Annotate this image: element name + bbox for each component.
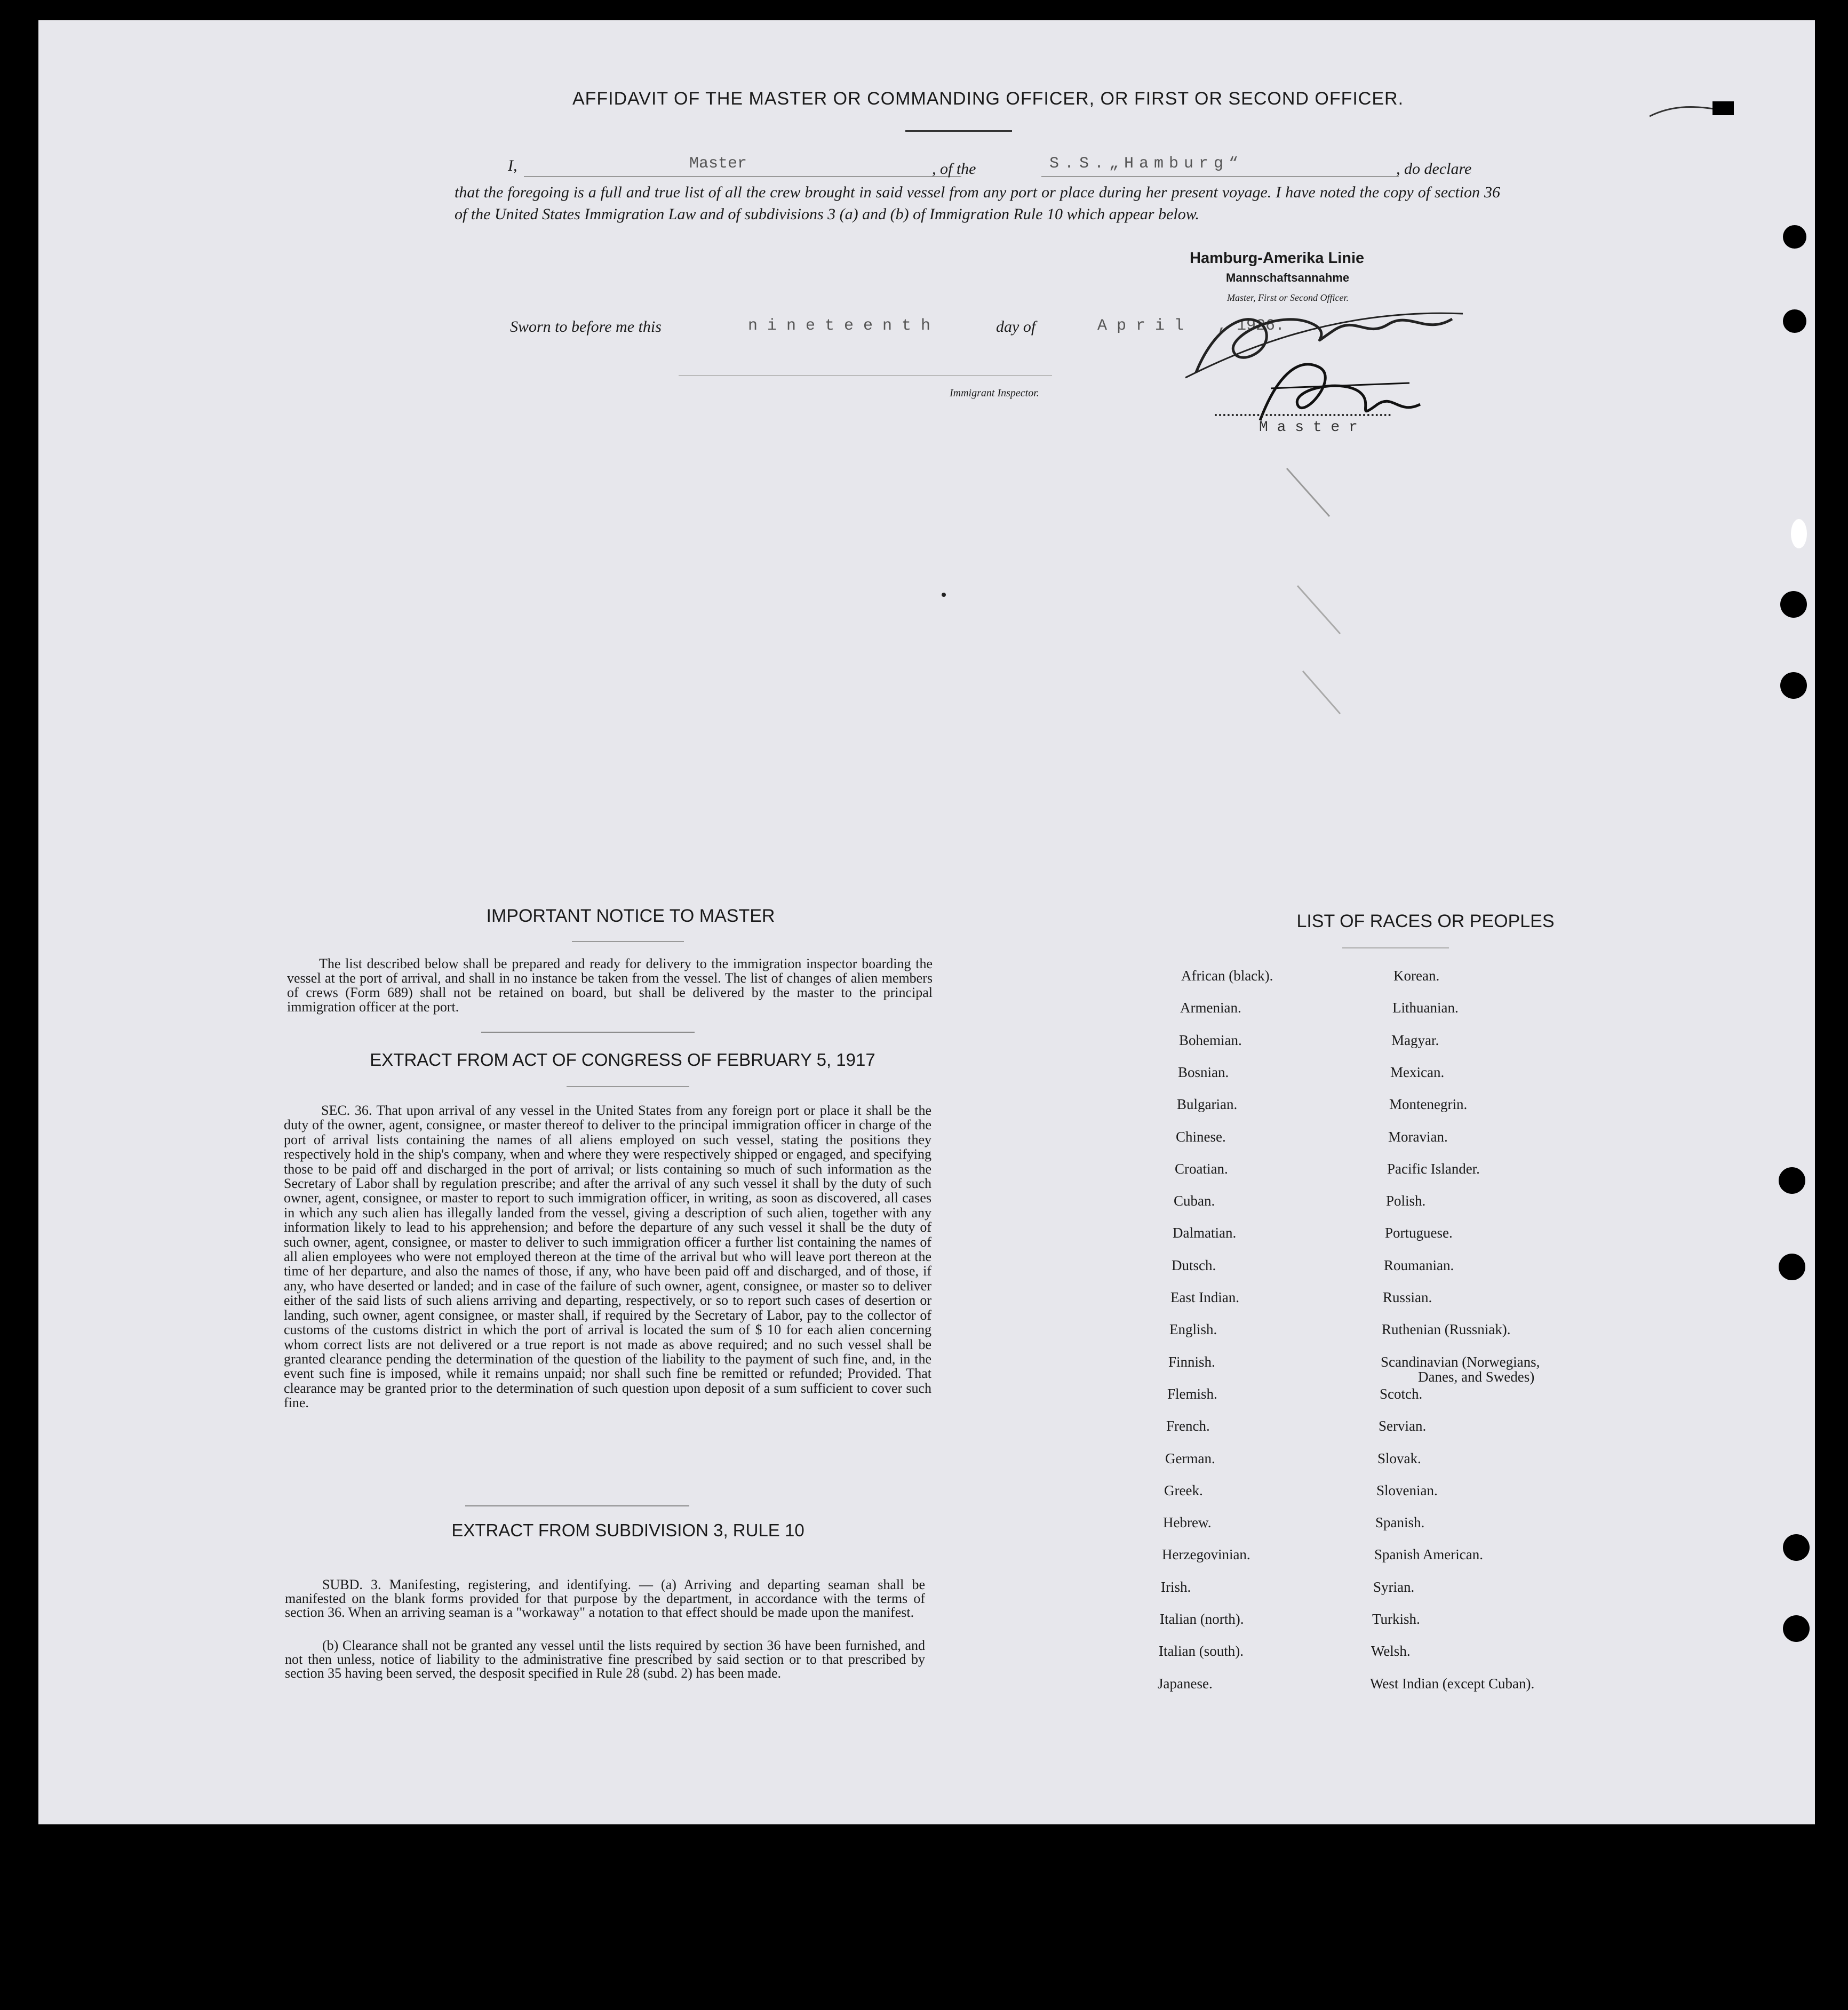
race-item: Russian. (1383, 1289, 1432, 1305)
race-item: Dalmatian. (1173, 1225, 1237, 1241)
race-item: Chinese. (1176, 1128, 1226, 1145)
race-item: African (black). (1181, 968, 1273, 984)
race-item: Dutsch. (1172, 1257, 1216, 1273)
punch-hole (1780, 591, 1807, 618)
race-item: Magyar. (1391, 1032, 1439, 1048)
notice-title-rule (572, 941, 684, 942)
sworn-label: Sworn to before me this (510, 318, 662, 336)
race-item: Portuguese. (1385, 1225, 1453, 1241)
declaration-do-declare: , do declare (1396, 160, 1472, 178)
affidavit-title: AFFIDAVIT OF THE MASTER OR COMMANDING OFFICER, OR FIRST OR SECOND OFFICER. (572, 89, 1404, 109)
declaration-vessel-field: S.S.„Hamburg“ (1049, 155, 1244, 173)
race-item: Armenian. (1180, 1000, 1241, 1016)
race-item: Greek. (1164, 1482, 1203, 1498)
race-item: East Indian. (1170, 1289, 1239, 1305)
declaration-body: that the foregoing is a full and true list of all the crew brought in said vessel from any port or place during her present voyage. I have noted the copy of section 36 of the United States Immigration Law and of subdivisions 3 (a) and (b) of Immigration Rule 10 which appear below. (455, 184, 1500, 223)
dot-mark (942, 593, 946, 597)
punch-hole (1783, 225, 1806, 249)
declaration-lead: I, (508, 157, 517, 174)
race-item: Cuban. (1174, 1193, 1215, 1209)
stamp-line-3: Master, First or Second Officer. (1227, 292, 1349, 303)
sworn-month: A p r i l (1097, 317, 1184, 335)
punch-hole (1779, 1254, 1805, 1280)
race-item: Moravian. (1388, 1128, 1448, 1145)
race-item: Spanish American. (1374, 1546, 1483, 1563)
race-item: Danes, and Swedes) (1418, 1368, 1535, 1385)
race-item: Syrian. (1373, 1578, 1415, 1595)
master-label: M a s t e r (1259, 419, 1358, 436)
faint-marks (1281, 458, 1388, 724)
notice-text: The list described below shall be prepared and ready for delivery to the immigration inspector boarding the vessel at the port of arrival, and shall in no instance be taken from the vessel. The list of changes of alien members of crews (Form 689) shall not be retained on board, but shall be delivered by the master to the principal immigration officer at the port. (287, 956, 933, 1015)
race-item: Spanish. (1375, 1514, 1425, 1531)
race-item: Bosnian. (1178, 1064, 1229, 1080)
race-item: German. (1165, 1450, 1215, 1466)
race-item: Polish. (1386, 1193, 1426, 1209)
race-item: Lithuanian. (1392, 1000, 1459, 1016)
sworn-year: , 1926. (1217, 317, 1285, 335)
race-item: Herzegovinian. (1162, 1546, 1250, 1563)
race-item: Scandinavian (Norwegians, (1381, 1353, 1540, 1370)
race-item: Roumanian. (1384, 1257, 1454, 1273)
sworn-day: n i n e t e e n t h (748, 317, 931, 335)
race-item: Flemish. (1167, 1385, 1217, 1402)
pen-mark (1650, 95, 1735, 127)
document-sheet (38, 20, 1815, 1824)
race-item: Slovak. (1377, 1450, 1421, 1466)
race-item: Irish. (1161, 1578, 1191, 1595)
stamp-line-2: Mannschaftsannahme (1226, 271, 1350, 284)
notice-divider (481, 1032, 695, 1033)
race-item: Turkish. (1372, 1611, 1420, 1627)
race-item: Japanese. (1158, 1675, 1213, 1692)
race-item: Bohemian. (1179, 1032, 1242, 1048)
rule-text-a: SUBD. 3. Manifesting, registering, and identifying. — (a) Arriving and departing seaman shall be manifested on the blank forms provided for that purpose by the department, in accordance with the terms of section 36. When an arriving seaman is a "workaway" a notation to that effect should be made upon the manifest. (285, 1577, 925, 1620)
stamp-line-1: Hamburg-Amerika Linie (1190, 250, 1365, 267)
race-item: Italian (south). (1159, 1643, 1244, 1660)
race-item: Scotch. (1380, 1385, 1423, 1402)
punch-hole (1783, 309, 1806, 333)
inspector-label: Immigrant Inspector. (950, 387, 1039, 399)
race-item: Slovenian. (1376, 1482, 1438, 1498)
race-item: West Indian (except Cuban). (1370, 1675, 1535, 1692)
race-item: Montenegrin. (1389, 1096, 1468, 1113)
race-item: Servian. (1379, 1418, 1427, 1434)
act-title-rule (567, 1086, 689, 1087)
act-divider (465, 1505, 689, 1506)
race-item: Ruthenian (Russniak). (1382, 1321, 1511, 1338)
declaration-rank-field: Master (689, 155, 747, 173)
white-spot (1791, 519, 1807, 548)
race-item: Finnish. (1168, 1353, 1215, 1370)
race-item: Hebrew. (1163, 1514, 1212, 1531)
races-title: LIST OF RACES OR PEOPLES (1296, 911, 1555, 931)
rank-field-line (524, 176, 961, 177)
sworn-day-of: day of (996, 318, 1036, 336)
race-item: Mexican. (1390, 1064, 1445, 1080)
vessel-field-line (1041, 176, 1399, 177)
race-item: Bulgarian. (1177, 1096, 1238, 1113)
races-title-rule (1342, 947, 1449, 948)
notice-title: IMPORTANT NOTICE TO MASTER (486, 906, 775, 926)
act-text: SEC. 36. That upon arrival of any vessel in the United States from any foreign port or place it shall be the duty of the owner, agent, consignee, or master thereof to deliver to the principal immigration officer in charge of the port of arrival lists containing the names of all aliens employed on such vessel, stating the positions they respectively hold in the ship's company, when and where they were respectively shipped or engaged, and specifying those to be paid off and discharged in the port of arrival; or lists containing so much of such information as the Secretary of Labor shall by regulation prescribe; and after the arrival of any such vessel it shall by the duty of such owner, agent, consignee, or master to report to such immigration officer, in writing, as soon as discovered, all cases in which any such alien has illegally landed from the vessel, giving a description of such alien, together with any information likely to lead to his apprehension; and before the departure of any such vessel it shall be the duty of such owner, agent, consignee, or master to deliver to such immigration officer a further list containing the names of all alien employees who were not employed thereon at the time of the arrival but who will leave port thereon at the time of her departure, and also the names of those, if any, who have been paid off and discharged, and of those, if any, who have deserted or landed; and in case of the failure of such owner, agent, consignee, or master so to deliver either of the said lists of such aliens arriving and departing, respectively, or so to report such cases of desertion or landing, such owner, agent consignee, or master shall, if required by the Secretary of Labor, pay to the collector of customs of the customs district in which the port of arrival is located the sum of $ 10 for each alien concerning whom correct lists are not delivered or a true report is not made as above required; and no such vessel shall be granted clearance pending the determination of the question of the liability to the payment of such fine, and, in the event such fine is imposed, while it remains unpaid; nor shall such fine be remitted or refunded; Provided. That clearance may be granted prior to the determination of such question upon deposit of a sum sufficient to cover such fine. (284, 1103, 931, 1411)
punch-hole (1779, 1167, 1805, 1194)
race-item: Korean. (1393, 968, 1440, 984)
race-item: Pacific Islander. (1387, 1160, 1480, 1177)
act-title: EXTRACT FROM ACT OF CONGRESS OF FEBRUARY 5, 1917 (370, 1050, 875, 1070)
rule-title: EXTRACT FROM SUBDIVISION 3, RULE 10 (451, 1520, 804, 1540)
race-item: Italian (north). (1160, 1611, 1244, 1627)
race-item: English. (1169, 1321, 1217, 1338)
punch-hole (1783, 1615, 1810, 1642)
race-item: Croatian. (1175, 1160, 1228, 1177)
rule-text-b: (b) Clearance shall not be granted any vessel until the lists required by section 36 have been furnished, and not then unless, notice of liability to the administrative fine prescribed by said section or to that prescribed by section 35 having been served, the desposit specified in Rule 28 (subd. 2) has been made. (285, 1638, 925, 1681)
master-dotted-line (1215, 414, 1391, 416)
punch-hole (1780, 672, 1807, 699)
race-item: Welsh. (1371, 1643, 1411, 1660)
race-item: French. (1166, 1418, 1210, 1434)
punch-hole (1783, 1534, 1810, 1561)
inspector-signature-line (679, 375, 1052, 376)
title-underline (905, 130, 1012, 132)
declaration-of-the: , of the (932, 160, 976, 178)
